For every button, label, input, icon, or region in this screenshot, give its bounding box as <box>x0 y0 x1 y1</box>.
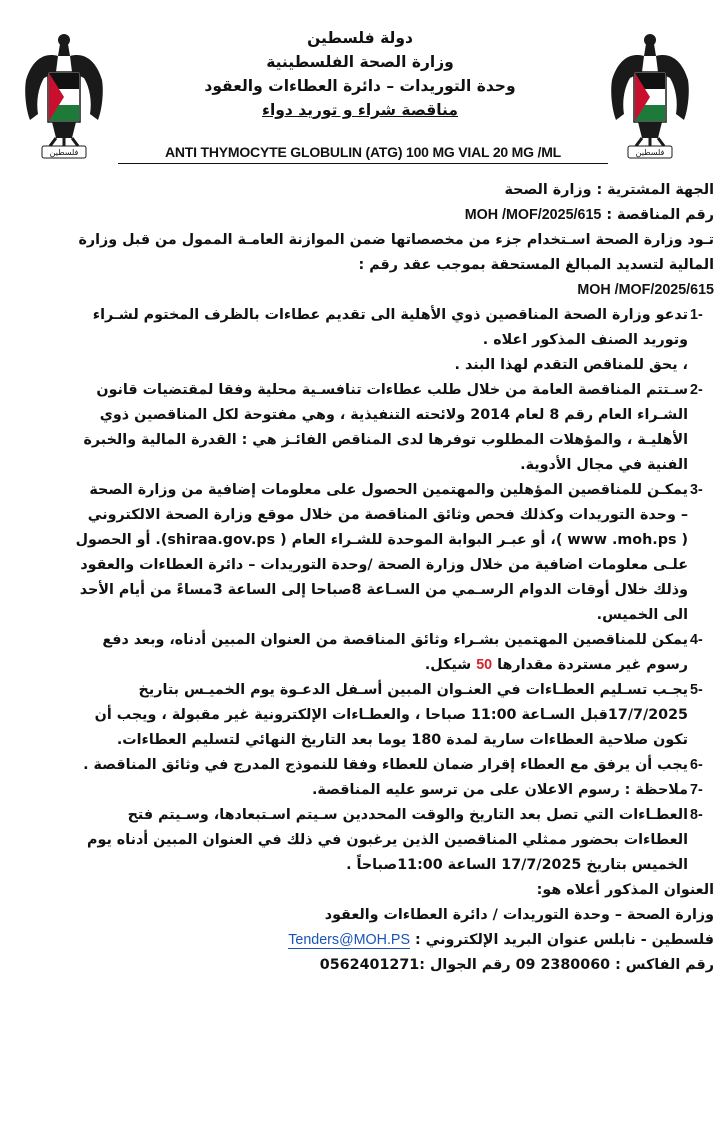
contact-numbers: رقم الفاكس : 2380060 09 رقم الجوال :0562401271 <box>319 957 714 973</box>
clause-line: الى الخميس. <box>596 607 688 623</box>
clause-line: الفنية في مجال الأدوية. <box>520 457 688 473</box>
clause-number: -6 <box>690 757 703 773</box>
palestine-eagle-emblem-right <box>608 22 692 162</box>
palestine-eagle-emblem-left <box>22 22 106 162</box>
funding-line-2: المالية لتسديد المبالغ المستحقة بموجب عقد رقم : <box>358 257 714 273</box>
address-line-1: وزارة الصحة – وحدة التوريدات / دائرة العطاءات والعقود <box>324 907 714 923</box>
clause-4 <box>14 628 714 678</box>
unit-name: وحدة التوريدات – دائرة العطاءات والعقود <box>204 77 516 95</box>
tender-title: مناقصة شراء و توريد دواء <box>262 101 458 119</box>
clause-line: العطـاءات التي تصل بعد التاريخ والوقت المحددين سـيتم اسـتبعادها، وسـيتم فتح <box>127 807 688 823</box>
clause-line: ( www .moh.ps )، أو عبـر البوابة الموحدة للشـراء العام ( shiraa.gov.ps). أو الحصول <box>75 532 688 548</box>
address-heading: العنوان المذكور أعلاه هو: <box>536 882 714 898</box>
clause-line: العطاءات بحضور ممثلي المناقصين الذين يرغبون في ذلك في العنوان المبين أدناه يوم <box>87 832 688 848</box>
clause-line: الشـراء العام رقم 8 لعام 2014 ولائحته التنفيذية ، وهي مفتوحة لكل المناقصين ذوي <box>99 407 688 423</box>
clause-number: -5 <box>690 682 703 698</box>
clause-5 <box>14 678 714 753</box>
clause-line: يمكن للمناقصين المهتمين بشـراء وثائق المناقصة من العنوان المبين أدناه، وبعد دفع <box>102 632 688 648</box>
clause-line: وتوريد الصنف المذكور اعلاه . <box>482 332 688 348</box>
clause-number: -2 <box>690 382 703 398</box>
state-name: دولة فلسطين <box>307 29 413 47</box>
clause-line: – وحدة التوريدات وكذلك فحص وثائق المناقصة من خلال موقع وزارة الصحة الالكتروني <box>87 507 688 523</box>
clause-line: يمكـن للمناقصين المؤهلين والمهتمين الحصول على معلومات إضافية من وزارة الصحة <box>89 482 688 498</box>
buyer-line: الجهة المشترية : وزارة الصحة <box>504 182 714 198</box>
fee-line <box>14 653 688 678</box>
clause-line: علـى معلومات اضافية من خلال وزارة الصحة /وحدة التوريدات – دائرة العطاءات والعقود <box>80 557 688 573</box>
clause-line: وذلك خلال أوقات الدوام الرسـمي من السـاعة 8صباحا إلى الساعة 3مساءً من أيام الأحد <box>79 582 688 598</box>
tender-number: MOH /MOF/2025/615 <box>464 207 602 223</box>
email-label: فلسطين - نابلس عنوان البريد الإلكتروني : <box>414 932 714 948</box>
clause-line: تدعو وزارة الصحة المناقصين ذوي الأهلية الى تقديم عطاءات بالظرف المختوم لشـراء <box>92 307 688 323</box>
email-link[interactable]: Tenders@MOH.PS <box>288 932 410 948</box>
product-name: ANTI THYMOCYTE GLOBULIN (ATG) 100 MG VIAL 20 MG /ML <box>118 144 608 164</box>
clause-2 <box>14 378 714 478</box>
clause-line: يجـب تسـليم العطـاءات في العنـوان المبين أسـفل الدعـوة يوم الخميـس بتاريخ <box>138 682 688 698</box>
address-line-2 <box>14 928 714 953</box>
fee-amount: 50 <box>476 657 493 673</box>
clause-1 <box>14 303 714 353</box>
clause-line: تكون صلاحية العطاءات سارية لمدة 180 يوما بعد التاريخ النهائي لتسليم العطاءات. <box>116 732 688 748</box>
emblem-caption-left: فلسطين <box>49 148 79 157</box>
clause-number: -4 <box>690 632 703 648</box>
clause-line: يجب أن يرفق مع العطاء إقرار ضمان للعطاء وفقا للنموذج المدرج في وثائق المناقصة . <box>83 757 688 773</box>
clause-number: -1 <box>690 307 703 323</box>
clause-line: ملاحظة : رسوم الاعلان على من ترسو عليه المناقصة. <box>311 782 688 798</box>
clause-1-note: ، يحق للمناقص التقدم لهذا البند . <box>454 357 688 373</box>
clause-line: الأهليـة ، والمؤهلات المطلوب توفرها لدى المناقص الفائـز هي : القدرة المالية والخبرة <box>83 432 688 448</box>
fee-prefix: رسوم غير مستردة مقدارها <box>497 657 688 673</box>
contract-number: MOH /MOF/2025/615 <box>577 282 714 298</box>
tender-number-line <box>14 203 714 228</box>
clause-6 <box>14 753 714 778</box>
clause-line: الخميس بتاريخ 17/7/2025 الساعة 11:00صباحاً . <box>346 857 688 873</box>
clause-8 <box>14 803 714 878</box>
clause-number: -8 <box>690 807 703 823</box>
ministry-name: وزارة الصحة الفلسطينية <box>266 53 454 71</box>
funding-line-1: تـود وزارة الصحة اسـتخدام جزء من مخصصاتها ضمن الموازنة العامـة الممول من قبل وزارة <box>78 232 714 248</box>
clause-number: -3 <box>690 482 703 498</box>
clause-7 <box>14 778 714 803</box>
tender-number-label: رقم المناقصة : <box>606 207 714 223</box>
clause-line: سـتتم المناقصة العامة من خلال طلب عطاءات تنافسـية محلية وفقا لمقتضيات قانون <box>96 382 688 398</box>
clause-number: -7 <box>690 782 703 798</box>
emblem-caption-right: فلسطين <box>635 148 665 157</box>
letterhead <box>110 26 610 122</box>
announcement-body <box>14 178 714 978</box>
clause-line: 17/7/2025قبل السـاعة 11:00 صباحا ، والعطـاءات الإلكترونية غير مقبولة ، ويجب أن <box>94 707 688 723</box>
fee-suffix: شيكل. <box>424 657 472 673</box>
clause-3 <box>14 478 714 628</box>
